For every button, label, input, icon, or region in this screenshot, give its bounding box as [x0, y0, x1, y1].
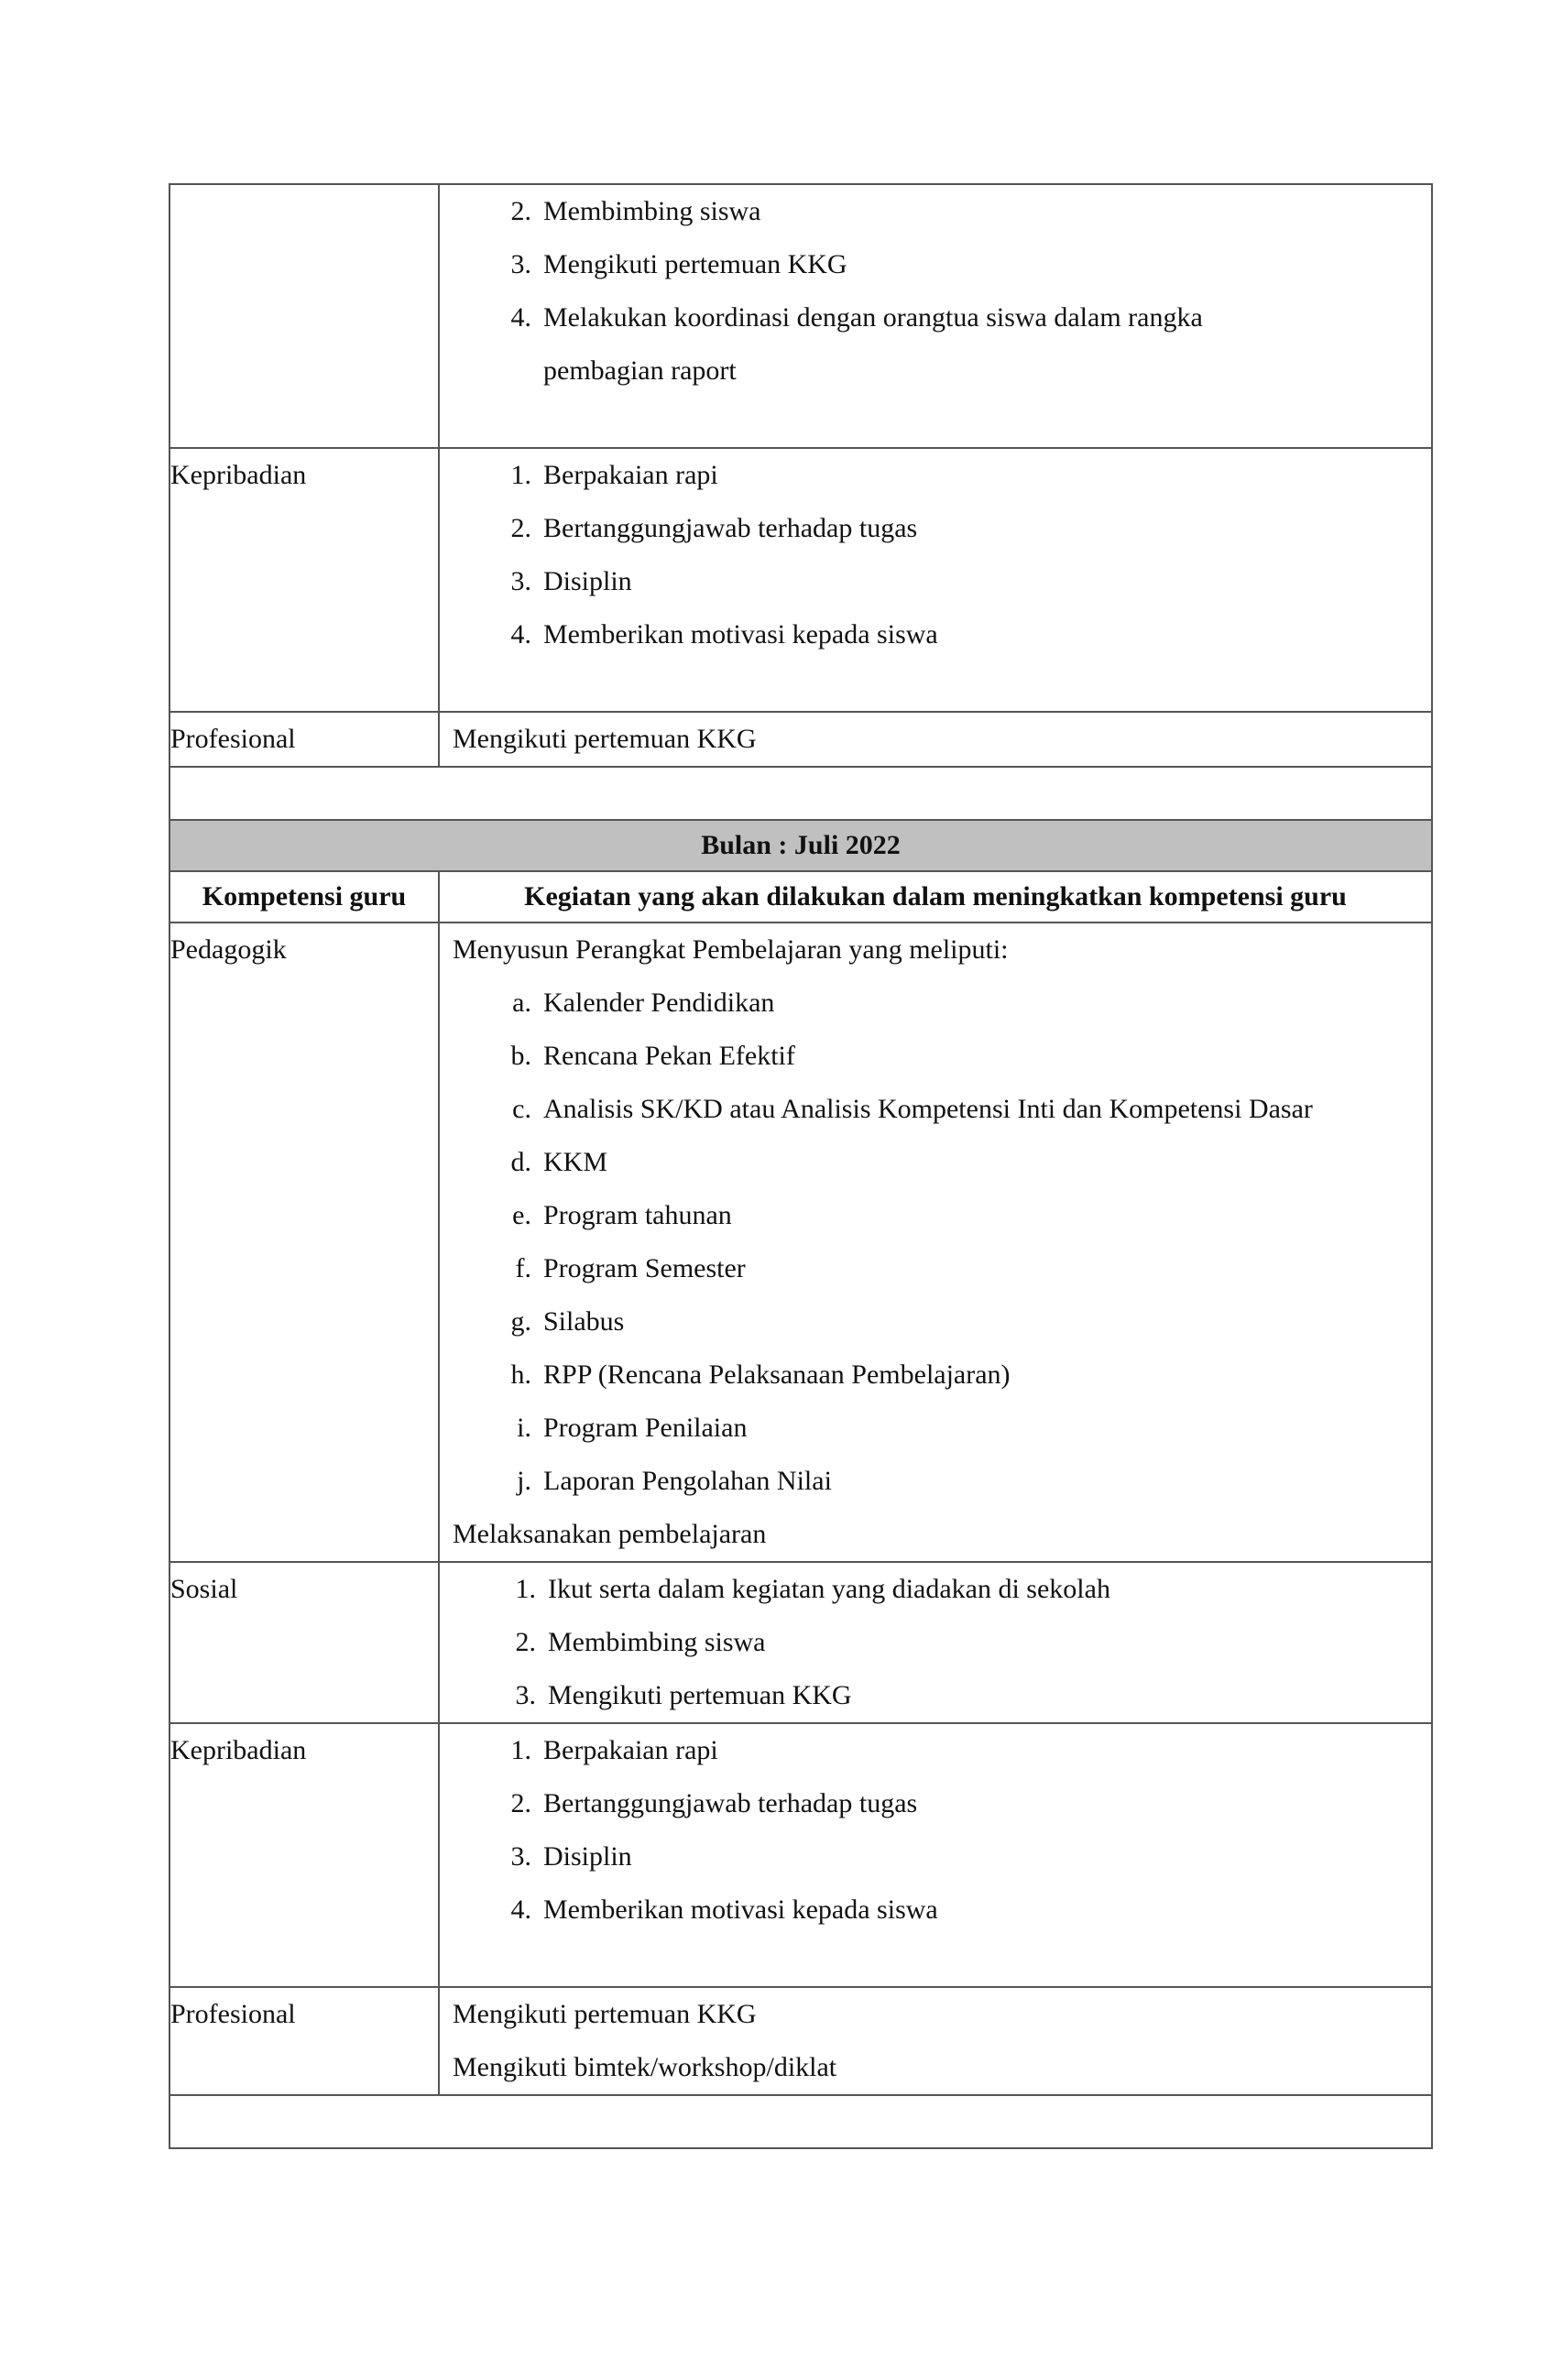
list-item: [440, 1883, 1431, 1937]
list-marker: b.: [510, 1041, 531, 1071]
activity-line: Mengikuti pertemuan KKG: [453, 724, 757, 754]
table-row-sosial: [169, 1562, 1432, 1723]
activity-line: Mengikuti pertemuan KKG: [453, 1999, 757, 2029]
list-text: Melakukan koordinasi dengan orangtua siswa dalam rangka: [543, 302, 1203, 333]
list-item: [440, 1455, 1431, 1508]
table-row-pedagogik: [169, 923, 1432, 1562]
table-row-sosial-continued: [169, 184, 1432, 448]
list-text: Rencana Pekan Efektif: [543, 1041, 795, 1071]
list-item: [440, 977, 1431, 1030]
list-marker: 4.: [510, 1894, 531, 1925]
month-title: Bulan : Juli 2022: [169, 820, 1432, 871]
list-marker: e.: [512, 1200, 531, 1230]
activities-cell: [439, 448, 1432, 712]
table-row-kepribadian: [169, 448, 1432, 712]
list-text: Analisis SK/KD atau Analisis Kompetensi Inti dan Kompetensi Dasar: [543, 1094, 1313, 1124]
list-marker: f.: [515, 1253, 531, 1283]
list-marker: 4.: [510, 619, 531, 650]
list-item: [440, 608, 1431, 661]
list-marker: i.: [517, 1413, 531, 1443]
table-row-kepribadian: [169, 1723, 1432, 1987]
activities-cell: [439, 1987, 1432, 2095]
list-item: [440, 1083, 1431, 1136]
list-item: [440, 1563, 1431, 1616]
table-row-column-headers: [169, 871, 1432, 923]
list-item: [440, 185, 1431, 238]
list-item: [440, 1777, 1431, 1830]
list-text: Berpakaian rapi: [543, 460, 718, 490]
list-item: [440, 1669, 1431, 1722]
list-text: Silabus: [543, 1306, 625, 1337]
list-item: [440, 1348, 1431, 1402]
activities-cell: [439, 1562, 1432, 1723]
list-item: [440, 555, 1431, 608]
list-marker: 1.: [510, 1735, 531, 1765]
list-marker: 2.: [510, 1788, 531, 1818]
list-marker: h.: [510, 1359, 531, 1390]
competency-label: Pedagogik: [169, 923, 439, 1562]
activity-line: Mengikuti bimtek/workshop/diklat: [453, 2052, 837, 2082]
list-text: RPP (Rencana Pelaksanaan Pembelajaran): [543, 1359, 1011, 1390]
table-row-spacer: [169, 2095, 1432, 2148]
list-marker: 3.: [510, 1841, 531, 1872]
empty-cell: [169, 767, 1432, 820]
list-marker: g.: [510, 1306, 531, 1337]
table-row-month-header: [169, 820, 1432, 871]
list-item: [440, 1402, 1431, 1455]
list-text: Membimbing siswa: [548, 1627, 766, 1657]
list-marker: 3.: [510, 566, 531, 596]
column-header-activities: Kegiatan yang akan dilakukan dalam meningkatkan kompetensi guru: [439, 871, 1432, 923]
list-text: Kalender Pendidikan: [543, 988, 775, 1018]
list-item: [440, 1030, 1431, 1083]
column-header-competency: Kompetensi guru: [169, 871, 439, 923]
list-marker: 4.: [510, 302, 531, 333]
activities-cell: [439, 712, 1432, 767]
list-text: Disiplin: [543, 1841, 632, 1872]
competency-plan-table: [169, 183, 1433, 2149]
list-marker: 3.: [515, 1680, 536, 1710]
list-text: Mengikuti pertemuan KKG: [543, 249, 847, 279]
list-item: [440, 502, 1431, 555]
list-item: [440, 1136, 1431, 1189]
list-item: [440, 238, 1431, 291]
list-text: Mengikuti pertemuan KKG: [548, 1680, 852, 1710]
list-text-continuation: pembagian raport: [543, 355, 737, 386]
competency-label: Kepribadian: [169, 448, 439, 712]
list-marker: a.: [512, 988, 531, 1018]
list-text: Membimbing siswa: [543, 196, 761, 226]
list-text: Berpakaian rapi: [543, 1735, 718, 1765]
competency-label: Kepribadian: [169, 1723, 439, 1987]
activities-cell: [439, 923, 1432, 1562]
activity-outro: Melaksanakan pembelajaran: [453, 1519, 767, 1549]
list-marker: 1.: [510, 460, 531, 490]
table-row-profesional: [169, 1987, 1432, 2095]
list-item: [440, 291, 1431, 344]
list-marker: 2.: [510, 196, 531, 226]
competency-label: Profesional: [169, 1987, 439, 2095]
list-marker: c.: [512, 1094, 531, 1124]
list-marker: d.: [510, 1147, 531, 1177]
table-row-spacer: [169, 767, 1432, 820]
list-text: Bertanggungjawab terhadap tugas: [543, 1788, 918, 1818]
activity-intro: Menyusun Perangkat Pembelajaran yang meliputi:: [453, 934, 1009, 965]
list-text: KKM: [543, 1147, 608, 1177]
list-text: Bertanggungjawab terhadap tugas: [543, 513, 918, 543]
list-text: Memberikan motivasi kepada siswa: [543, 1894, 938, 1925]
list-item: [440, 1616, 1431, 1669]
list-text: Disiplin: [543, 566, 632, 596]
list-item: [440, 1724, 1431, 1777]
list-item: [440, 1189, 1431, 1242]
list-marker: j.: [517, 1466, 531, 1496]
list-text: Laporan Pengolahan Nilai: [543, 1466, 832, 1496]
list-marker: 2.: [515, 1627, 536, 1657]
list-item: [440, 1295, 1431, 1348]
list-text: Memberikan motivasi kepada siswa: [543, 619, 938, 650]
competency-cell-empty: [169, 184, 439, 448]
list-item: [440, 449, 1431, 502]
competency-label: Sosial: [169, 1562, 439, 1723]
list-text: Program Penilaian: [543, 1413, 748, 1443]
list-text: Ikut serta dalam kegiatan yang diadakan di sekolah: [548, 1574, 1110, 1604]
list-text: Program tahunan: [543, 1200, 732, 1230]
empty-cell: [169, 2095, 1432, 2148]
list-item: [440, 1830, 1431, 1883]
list-marker: 1.: [515, 1574, 536, 1604]
competency-label: Profesional: [169, 712, 439, 767]
table-row-profesional: [169, 712, 1432, 767]
list-text: Program Semester: [543, 1253, 746, 1283]
activities-cell: [439, 184, 1432, 448]
activities-cell: [439, 1723, 1432, 1987]
list-item: [440, 1242, 1431, 1295]
list-marker: 3.: [510, 249, 531, 279]
list-marker: 2.: [510, 513, 531, 543]
